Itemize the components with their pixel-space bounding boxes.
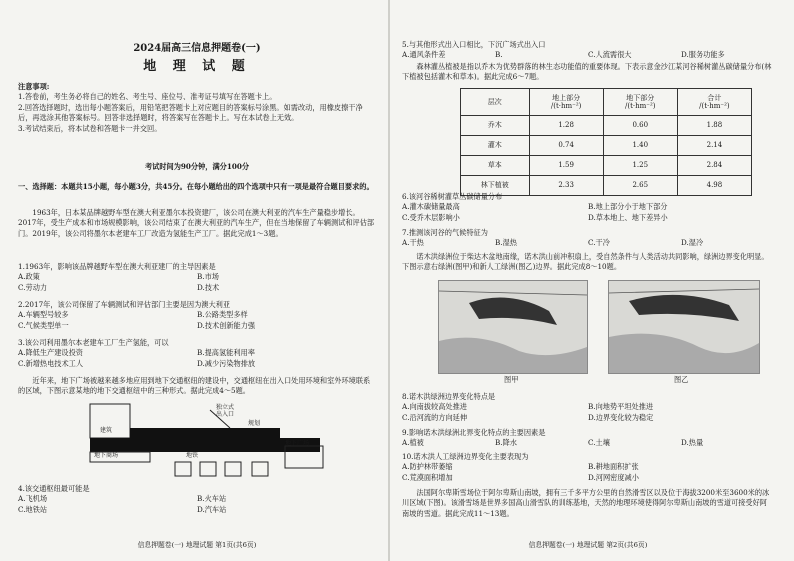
table-header-cell: 合计 /(t·hm⁻²) <box>677 89 751 116</box>
option: D.边界变化较为稳定 <box>588 412 654 422</box>
table-cell: 4.98 <box>677 176 751 196</box>
oasis-map-a <box>439 281 587 373</box>
option: B.地上部分小于地下部分 <box>588 202 668 212</box>
option: B.火车站 <box>197 494 227 504</box>
question-3-stem: 3.该公司利用墨尔本老建车工厂生产氢能，可以 <box>18 338 169 347</box>
question-6-stem: 6.该河谷稀树灌草丛碳储量分布 <box>402 192 503 201</box>
question-6 <box>402 192 774 223</box>
option: B.耕地面积扩张 <box>588 462 639 472</box>
option: A.防护林带萎缩 <box>402 462 453 472</box>
passage-4: 诺木洪绿洲位于柴达木盆地南缘，诺木洪山前冲积扇上，受自然条件与人类活动共同影响，绿洲边界变化明显。下图示意右绿洲(图甲)和新人工绿洲(图乙)边界。据此完成8～10题。 <box>402 252 769 272</box>
option: C.劳动力 <box>18 282 48 292</box>
passage-3: 森林灌丛植被是指以乔木为优势群落的林生态功能值的重要体现。下表示意金沙江某河谷稀树灌丛碳储量分布(林下植被包括灌木和草本)。据此完成6～7题。 <box>402 62 772 82</box>
notes <box>18 82 376 134</box>
question-5 <box>402 40 774 61</box>
table-cell: 林下植被 <box>461 176 530 196</box>
question-4 <box>18 484 376 515</box>
option: A.降低生产建设投资 <box>18 348 83 358</box>
question-7-options <box>402 238 774 248</box>
question-6-options <box>402 202 774 223</box>
fig-label-entrance: 独立式 出入口 <box>216 404 235 418</box>
option: C.沿河流的方向延伸 <box>402 412 468 422</box>
option: C.地铁站 <box>18 504 48 514</box>
question-10 <box>402 452 774 483</box>
question-2-options <box>18 310 376 331</box>
table-row <box>461 136 752 156</box>
table-header-cell: 层次 <box>461 89 530 116</box>
option: B. <box>495 50 503 60</box>
question-5-options <box>402 50 774 60</box>
option: B.湿热 <box>495 238 517 248</box>
table-cell: 2.14 <box>677 136 751 156</box>
subject-title: 地 理 试 题 <box>143 59 251 74</box>
table-cell: 1.40 <box>603 136 677 156</box>
table-row <box>461 116 752 136</box>
table-header-row <box>461 89 752 116</box>
option: C.干冷 <box>588 238 610 248</box>
question-2 <box>18 300 376 331</box>
option: B.提高氢能利用率 <box>197 348 255 358</box>
option: D.草本地上、地下差异小 <box>588 212 668 222</box>
option: A.通风条件差 <box>402 50 446 60</box>
carbon-storage-table <box>460 88 752 196</box>
option: A.向南拔较高处推进 <box>402 402 467 412</box>
table-cell: 1.59 <box>529 156 603 176</box>
option: C.新增热电技术工人 <box>18 358 84 368</box>
section-1-head: 一、选择题：本题共15小题，每小题3分，共45分。在每小题给出的四个选项中只有一项是最符合题目要求的。 <box>18 182 374 191</box>
question-3 <box>18 338 376 369</box>
option: B.降水 <box>495 438 517 448</box>
question-9-options <box>402 438 774 448</box>
fig-label-metro: 地铁 <box>186 452 199 459</box>
option: C.气候类型单一 <box>18 320 69 330</box>
question-4-stem: 4.该交通枢纽最可能是 <box>18 484 90 493</box>
option: D.热量 <box>681 438 704 448</box>
option: C.人流需很大 <box>588 50 632 60</box>
question-1 <box>18 262 376 293</box>
question-1-stem: 1.1963年，影响该品牌越野车型在澳大利亚建厂的主导因素是 <box>18 262 216 271</box>
table-cell: 1.88 <box>677 116 751 136</box>
question-5-stem: 5.与其他形式出入口相比，下沉广场式出入口 <box>402 40 546 49</box>
fig-label-building: 建筑 <box>100 427 113 434</box>
map-b-caption: 图乙 <box>674 375 689 384</box>
option: D.河网密度减小 <box>588 472 639 482</box>
option: C.受乔木层影响小 <box>402 212 460 222</box>
note-3: 3.考试结束后，将本试卷和答题卡一并交回。 <box>18 123 162 133</box>
option: C.荒漠面积增加 <box>402 472 453 482</box>
table-cell: 乔木 <box>461 116 530 136</box>
exam-title: 2024届高三信息押题卷(一) <box>133 43 261 54</box>
fig-label-plaza: 地下广场 <box>285 440 310 447</box>
question-4-options <box>18 494 376 515</box>
question-2-stem: 2.2017年，该公司保留了车辆测试和评估部门主要是因为澳大利亚 <box>18 300 231 309</box>
option: A.车辆型号较多 <box>18 310 69 320</box>
table-header-cell: 地下部分 /(t·hm⁻²) <box>603 89 677 116</box>
option: D.技术创新能力强 <box>197 320 256 330</box>
question-3-options <box>18 348 376 369</box>
question-7-stem: 7.推测该河谷的气候特征为 <box>402 228 488 237</box>
option: B.市场 <box>197 272 219 282</box>
option: D.技术 <box>197 282 220 292</box>
question-9 <box>402 428 774 449</box>
page-1-footer: 信息押题卷(一) 地理试题 第1页(共6页) <box>137 541 257 550</box>
option: A.政策 <box>18 272 40 282</box>
option: C.土壤 <box>588 438 610 448</box>
note-1: 1.答卷前，考生务必将自己的姓名、考生号、座位号、准考证号填写在答题卡上。 <box>18 92 277 102</box>
map-a <box>438 280 588 374</box>
table-row <box>461 156 752 176</box>
question-10-stem: 10.诺木洪人工绿洲边界变化主要表现为 <box>402 452 529 461</box>
option: D.湿冷 <box>681 238 704 248</box>
table-cell: 1.28 <box>529 116 603 136</box>
table-cell: 0.60 <box>603 116 677 136</box>
table-header-cell: 地上部分 /(t·hm⁻²) <box>529 89 603 116</box>
map-b <box>608 280 760 374</box>
fig-label-mall: 地下商场 <box>94 452 119 459</box>
table-cell: 2.65 <box>603 176 677 196</box>
question-8 <box>402 392 774 423</box>
table-cell: 草本 <box>461 156 530 176</box>
page-2-footer: 信息押题卷(一) 地理试题 第2页(共6页) <box>528 541 648 550</box>
option: B.公路类型多样 <box>197 310 248 320</box>
option: D.汽车站 <box>197 504 227 514</box>
passage-1: 1963年，日本某品牌越野车型在澳大利亚墨尔本投资建厂，该公司在澳大利亚的汽车生产量稳步增长。2017年，受生产成本和市场规模影响，该公司结束了在澳大利亚的汽车生产，但在当地保留了车辆测试和评估部门。2019年，该公司将墨尔本老建车工厂改造为氢能生产工厂。据此完成1～3题。 <box>18 208 375 238</box>
table-cell: 0.74 <box>529 136 603 156</box>
question-8-options <box>402 402 774 423</box>
table-cell: 2.84 <box>677 156 751 176</box>
map-a-caption: 图甲 <box>504 375 519 384</box>
question-7 <box>402 228 774 249</box>
option: A.植被 <box>402 438 424 448</box>
time-line: 考试时间为90分钟，满分100分 <box>144 162 250 171</box>
question-1-options <box>18 272 376 293</box>
option: A.飞机场 <box>18 494 48 504</box>
passage-2: 近年来，地下广场被越来越多地应用到地下交通枢纽的建设中，交通枢纽在出入口处用环境和室外环境联系的区域，下图示意某地的地下交通枢纽中的三种形式。据此完成4～5题。 <box>18 376 371 396</box>
option: A.干热 <box>402 238 424 248</box>
oasis-map-b <box>609 281 759 373</box>
option: A.灌木碳储量最高 <box>402 202 460 212</box>
table-cell: 2.33 <box>529 176 603 196</box>
question-9-stem: 9.影响诺木洪绿洲北界变化特点的主要因素是 <box>402 428 546 437</box>
option: D.减少污染物排放 <box>197 358 256 368</box>
notes-head: 注意事项: <box>18 82 50 91</box>
table-cell: 1.25 <box>603 156 677 176</box>
fig-label-road: 规划 <box>248 420 261 427</box>
page-fold <box>388 0 390 561</box>
page-1 <box>18 0 376 561</box>
question-10-options <box>402 462 774 483</box>
table-cell: 灌木 <box>461 136 530 156</box>
question-8-stem: 8.诺木洪绿洲边界变化特点是 <box>402 392 496 401</box>
page-2 <box>402 0 774 561</box>
note-2: 2.回答选择题时，选出每小题答案后，用铅笔把答题卡上对应题目的答案标号涂黑。如需改动，用橡皮擦干净后，再选涂其他答案标号。回答非选择题时，将答案写在答题卡上。写在本试卷上无效。 <box>18 102 363 123</box>
option: B.向地势平坦处推进 <box>588 402 654 412</box>
passage-5: 法国阿尔卑斯雪场位于阿尔卑斯山南坡，拥有三千多平方公里的自然滑雪区以及位于海拔3200米至3600米的冰川区域(下图)。该滑雪场是世界多国高山滑雪队的训练基地，天然的地理环境使得阿尔卑斯山南坡的雪道可接受好阿南坡的雪道。据此完成11～13题。 <box>402 488 770 518</box>
option: D.服务功能多 <box>681 50 725 60</box>
